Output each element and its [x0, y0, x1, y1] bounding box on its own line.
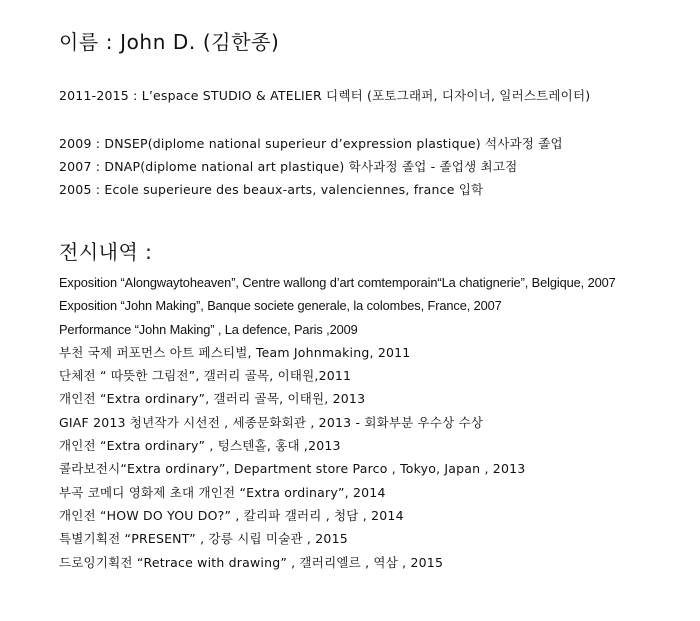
exhibition-item: Performance “John Making” , La defence, Paris ,2009: [59, 321, 358, 337]
exhibition-item: Exposition “John Making”, Banque societe generale, la colombes, France, 2007: [59, 298, 502, 314]
education-item: 2009 : DNSEP(diplome national superieur d’expression plastique) 석사과정 졸업: [59, 136, 563, 151]
exhibition-item: 단체전 “ 따뜻한 그림전”, 갤러리 골목, 이태원,2011: [59, 368, 352, 384]
exhibition-item: 부곡 코메디 영화제 초대 개인전 “Extra ordinary”, 2014: [59, 484, 386, 500]
education-list: [59, 132, 563, 201]
exhibition-item: 개인전 “Extra ordinary”, 갤러리 골목, 이태원, 2013: [59, 391, 366, 407]
exhibition-item: 개인전 “Extra ordinary” , 텅스텐홀, 홍대 ,2013: [59, 438, 341, 454]
education-item: 2007 : DNAP(diplome national art plastique) 학사과정 졸업 - 졸업생 최고점: [59, 159, 518, 174]
exhibition-item: GIAF 2013 청년작가 시선전 , 세종문화회관 , 2013 - 회화부분 우수상 수상: [59, 414, 484, 430]
exhibition-item: 콜라보전시“Extra ordinary”, Department store Parco , Tokyo, Japan , 2013: [59, 461, 526, 477]
exhibition-item: 개인전 “HOW DO YOU DO?” , 칼리파 갤러리 , 청담 , 2014: [59, 507, 404, 523]
name-title: 이름 : John D. (김한종): [59, 30, 280, 54]
education-item: 2005 : Ecole superieure des beaux-arts, valenciennes, france 입학: [59, 182, 484, 197]
exhibition-item: Exposition “Alongwaytoheaven”, Centre wallong d’art comtemporain“La chatignerie”, Belgique, 2007: [59, 275, 616, 290]
exhibitions-heading: 전시내역 :: [59, 240, 153, 264]
exhibition-item: 부천 국제 퍼포먼스 아트 페스티벌, Team Johnmaking, 2011: [59, 344, 411, 360]
exhibition-list: [59, 271, 616, 574]
exhibition-item: 드로잉기획전 “Retrace with drawing” , 갤러리엘르 , 역삼 , 2015: [59, 554, 444, 570]
career-line: 2011-2015 : L’espace STUDIO & ATELIER 디렉터 (포토그래퍼, 디자이너, 일러스트레이터): [59, 88, 591, 103]
exhibition-item: 특별기획전 “PRESENT” , 강릉 시립 미술관 , 2015: [59, 531, 348, 547]
